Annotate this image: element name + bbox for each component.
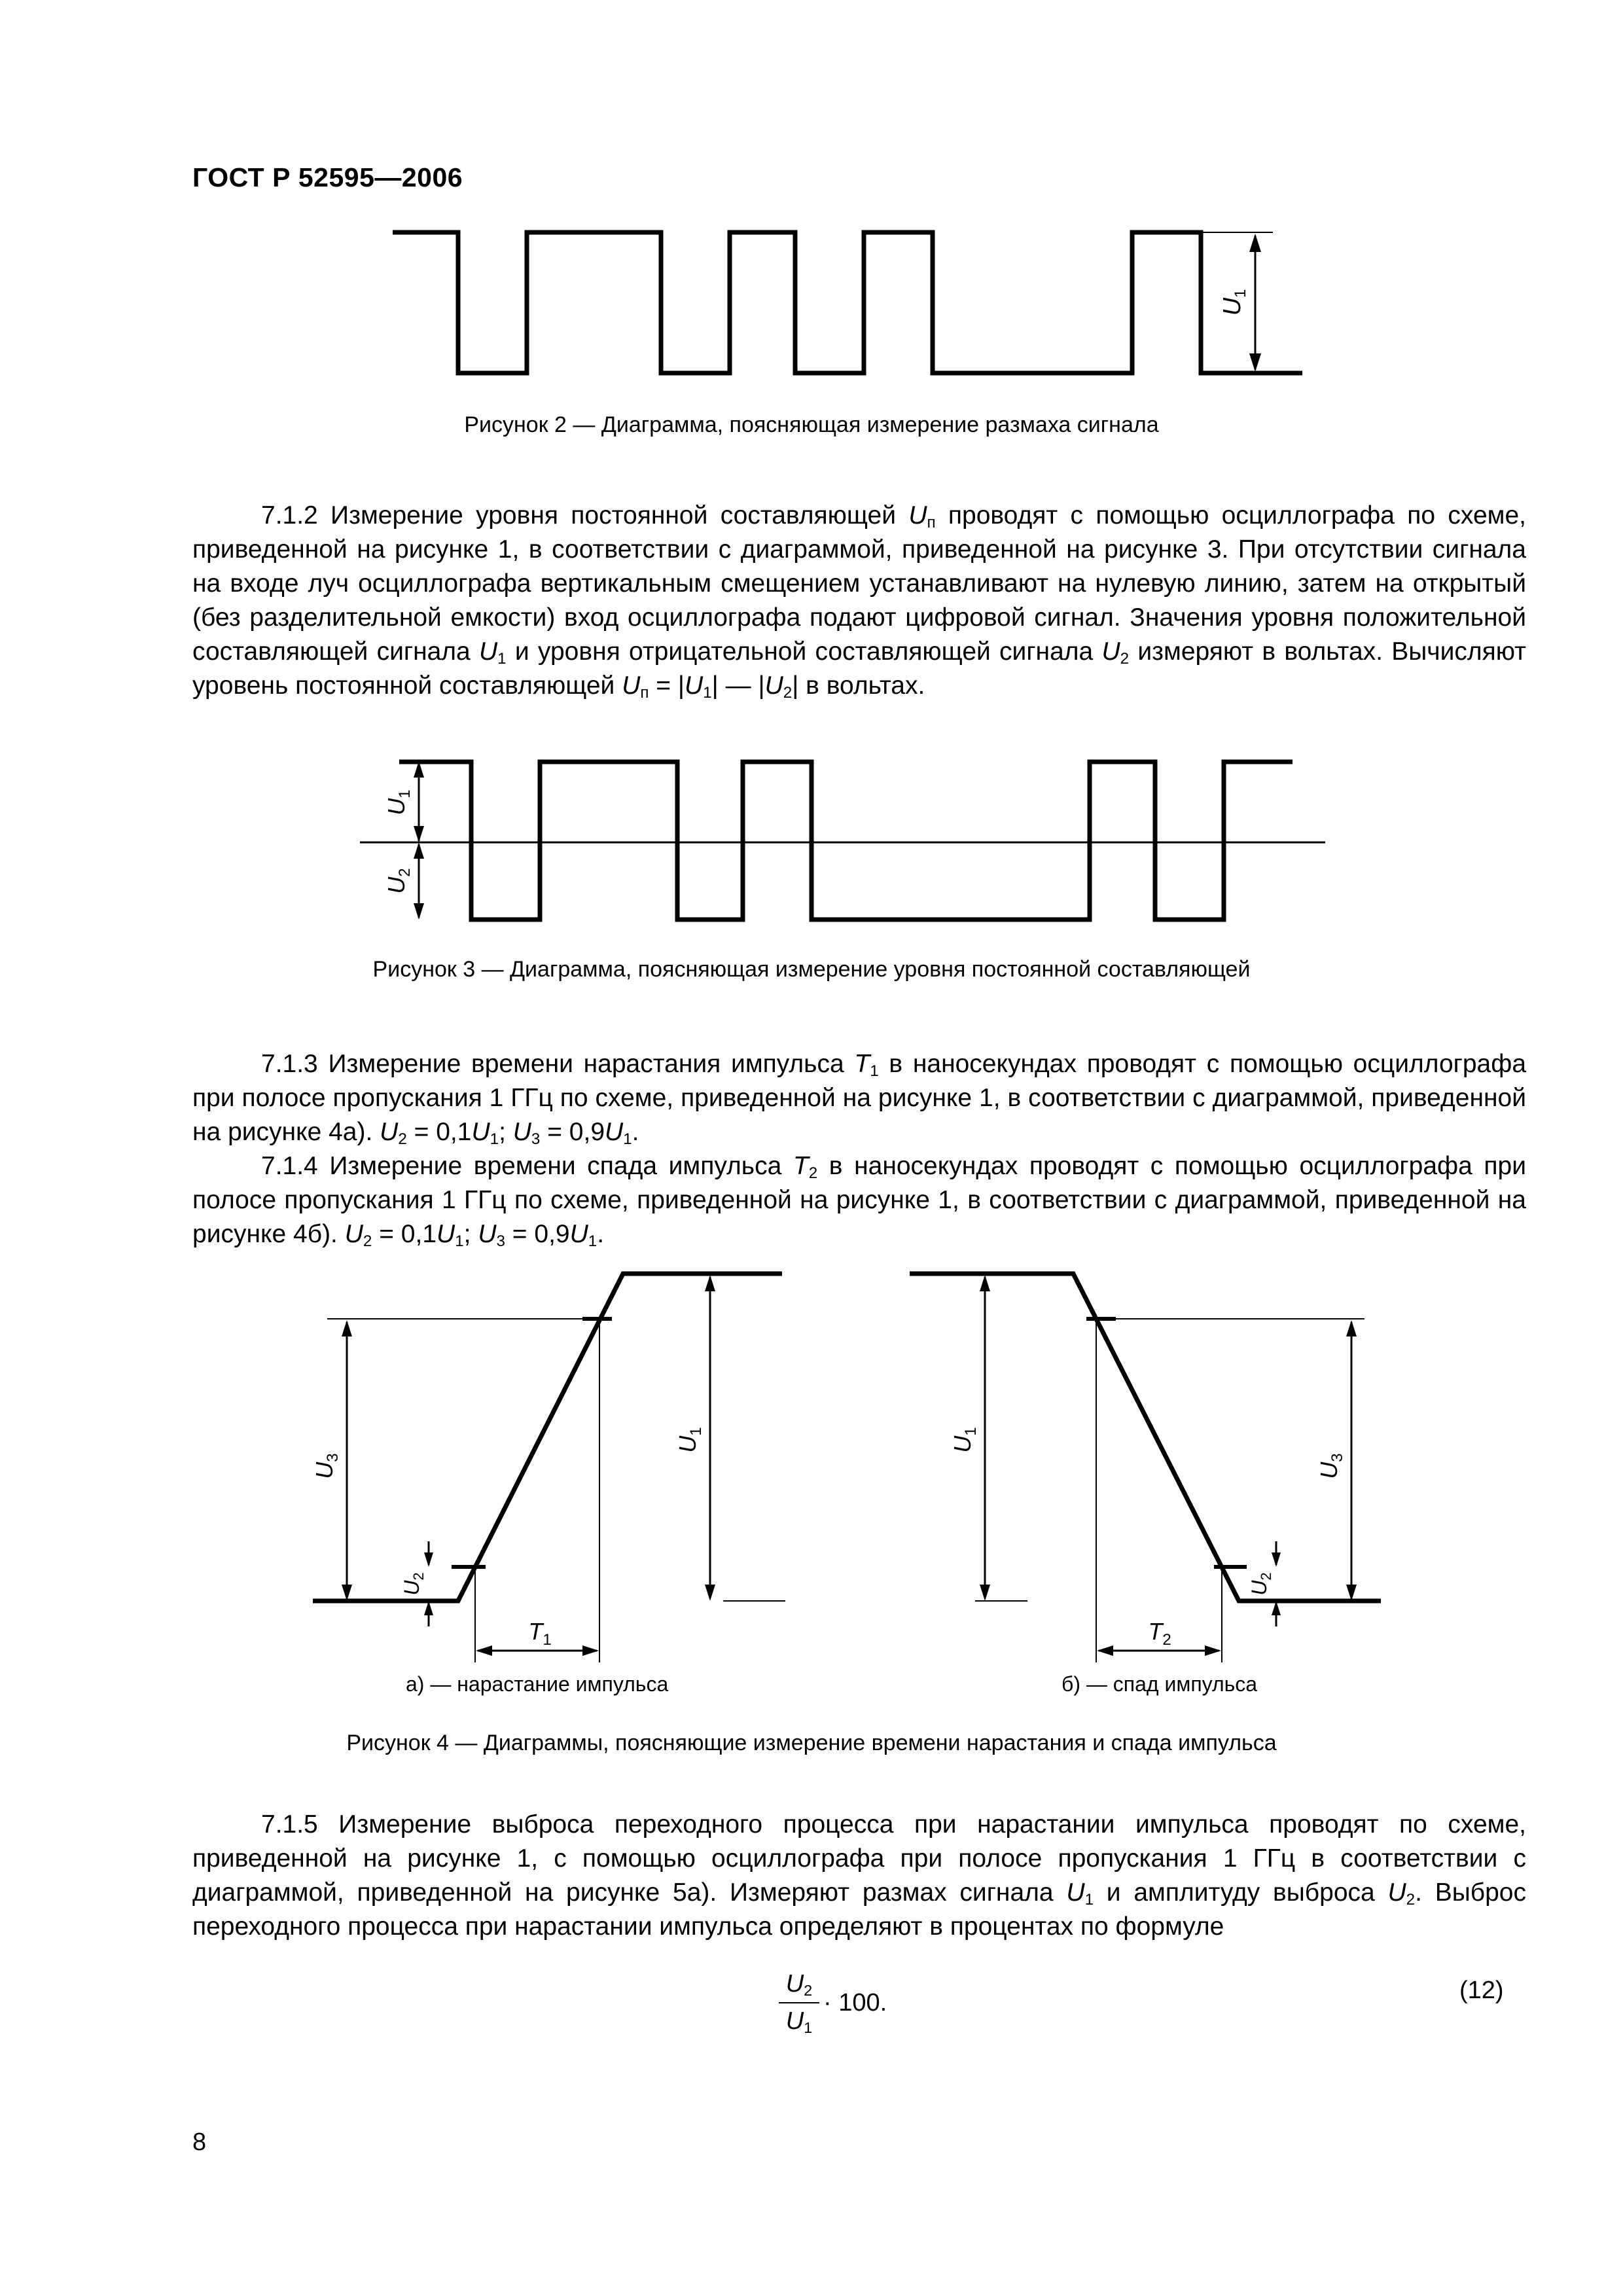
figure-4-caption: Рисунок 4 — Диаграммы, поясняющие измерение времени нарастания и спада импульса (346, 1731, 1277, 1755)
figure-2-diagram (0, 0, 1623, 471)
paragraph-7-1-5: 7.1.5 Измерение выброса переходного процесса при нарастании импульса проводят по схеме, приведенной на рисунке 1, с помощью осциллографа при полосе пропускания 1 ГГц в соответствии с диаграммой, приведенной на рисунке 5а). Измеряют размах сигнала $U_1$ и амплитуду выброса $U_2$. Выброс переходного процесса при нарастании импульса определяют в процентах по формуле (192, 1810, 1526, 1941)
document-header: ГОСТ Р 52595—2006 (192, 162, 463, 192)
paragraph-7-1-3: 7.1.3 Измерение времени нарастания импульса $T_1$ в наносекундах проводят с помощью осциллографа при полосе пропускания 1 ГГц по схеме, приведенной на рисунке 1, в соответствии с диаграммой, приведенной на рисунке 4а). $U_2 = 0,1U_1$; $U_3 = 0,9U_1$. 7.1.4 Измерение времени спада импульса $T_2$ в наносекундах проводят с помощью осциллографа при полосе пропускания 1 ГГц по схеме, приведенной на рисунке 1, в соответствии с диаграммой, приведенной на рисунке 4б). $U_2 = 0,1U_1$; $U_3 = 0,9U_1$. (192, 1050, 1527, 1251)
figure-4a-subcaption: а) — нарастание импульса (406, 1672, 669, 1696)
svg-text:U1: $U_1$ (949, 1427, 980, 1453)
svg-text:U2: $U_2$ (400, 1572, 427, 1596)
formula-fraction-bar (779, 2002, 819, 2003)
formula-numerator: $U_2$ (785, 1970, 813, 1999)
svg-text:U2: $U_2$ (1247, 1572, 1274, 1596)
figure-4a-rise (311, 1274, 785, 1662)
figure-3-signal (399, 762, 1293, 920)
page-number: 8 (192, 2128, 207, 2156)
figure-3-caption: Рисунок 3 — Диаграмма, поясняющая измерение уровня постоянной составляющей (372, 957, 1251, 982)
equation-number: (12) (1459, 1977, 1504, 2004)
svg-text:T2: $T_2$ (1148, 1618, 1171, 1649)
paragraph-7-1-4: 7.1.4 Измерение времени спада импульса $T_2$ в наносекундах проводят с помощью осциллографа при полосе пропускания 1 ГГц по схеме, приведенной на рисунке 1, в соответствии с диаграммой, приведенной на рисунке 4б). $U_2 = 0,1U_1$; $U_3 = 0,9U_1$. (192, 1152, 1527, 1251)
figure-2-signal (393, 232, 1302, 373)
figure-4b-fall (910, 1274, 1381, 1662)
figure-3-diagram (0, 720, 1623, 942)
svg-text:T1: $T_1$ (528, 1618, 552, 1649)
formula-denominator: $U_1$ (785, 2007, 813, 2036)
figure-3-u2-label: $U_2$ (383, 868, 414, 894)
paragraph-7-1-2: 7.1.2 Измерение уровня постоянной составляющей $U_п$ проводят с помощью осциллографа по схеме, приведенной на рисунке 1, в соответствии с диаграммой, приведенной на рисунке 3. При отсутствии сигнала на входе луч осциллографа вертикальным смещением устанавливают на нулевую линию, затем на открытый (без разделительной емкости) вход осциллографа подают цифровой сигнал. Значения уровня положительной составляющей сигнала $U_1$ и уровня отрицательной составляющей сигнала $U_2$ измеряют в вольтах. Вычисляют уровень постоянной составляющей $U_п = |U_1|$ — $|U_2|$ в вольтах. (192, 501, 1526, 702)
figure-2-u1-label: $U_1$ (1219, 289, 1249, 316)
svg-text:U1: $U_1$ (674, 1427, 705, 1453)
svg-text:U3: $U_3$ (311, 1453, 342, 1479)
formula-12: $U_2$ $U_1$ · 100. (779, 1970, 887, 2036)
figure-4b-subcaption: б) — спад импульса (1061, 1672, 1258, 1696)
figure-4-diagram (0, 1263, 1623, 1708)
figure-3-u1-label: $U_1$ (383, 789, 414, 816)
svg-text:U3: $U_3$ (1315, 1453, 1346, 1479)
figure-2-caption: Рисунок 2 — Диаграмма, поясняющая измерение размаха сигнала (464, 412, 1159, 437)
